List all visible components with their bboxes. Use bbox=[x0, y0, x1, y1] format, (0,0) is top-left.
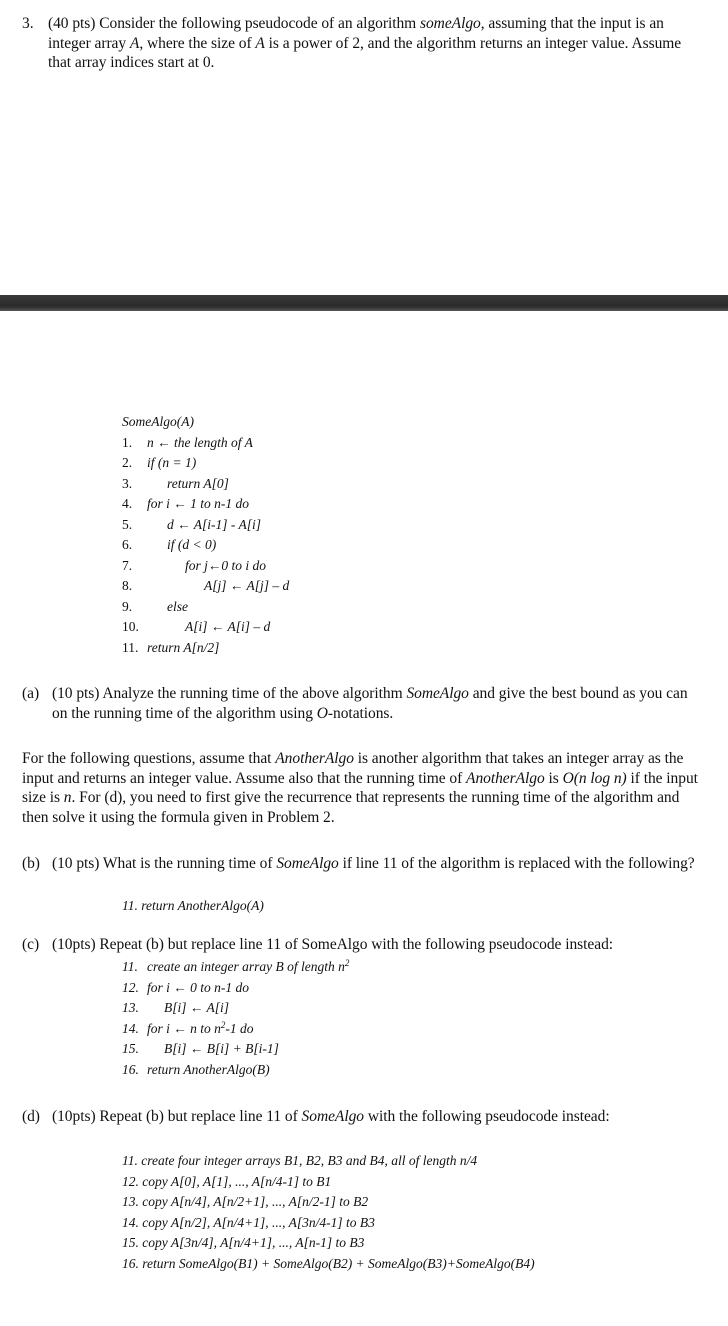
problem-number: 3. bbox=[22, 15, 34, 32]
question-a bbox=[22, 684, 702, 723]
para-algo-name: AnotherAlgo bbox=[275, 750, 354, 767]
question-c-label: (c) bbox=[22, 936, 40, 953]
intro-part: , where the size of bbox=[139, 34, 256, 52]
intro-part: (40 pts) Consider the following pseudocode of an algorithm bbox=[48, 15, 420, 32]
pseudocode-line bbox=[122, 576, 289, 597]
line-number: 10. bbox=[122, 619, 139, 634]
pseudocode-line bbox=[122, 515, 289, 536]
code-line bbox=[122, 1060, 349, 1081]
line-text: return A[n/2] bbox=[147, 639, 220, 655]
someAlgo-pseudocode bbox=[122, 412, 289, 658]
line-number: 2. bbox=[122, 455, 133, 470]
code-line: 11. create four integer arrays B1, B2, B3 and B4, all of length n/4 bbox=[122, 1153, 478, 1168]
question-b bbox=[22, 854, 702, 874]
line-text: for i ← 0 to n-1 do bbox=[147, 979, 250, 995]
line-number: 11. bbox=[122, 959, 138, 974]
code-line: 14. copy A[n/2], A[n/4+1], ..., A[3n/4-1] to B3 bbox=[122, 1214, 375, 1230]
qa-algo-name: SomeAlgo bbox=[406, 685, 469, 702]
question-b-text bbox=[52, 854, 702, 874]
qa-part: and give the best bound as you can on the running time of the algorithm using bbox=[52, 685, 688, 722]
pseudocode-line bbox=[122, 556, 289, 577]
qa-big-o: O bbox=[316, 704, 328, 722]
para-part: is bbox=[544, 769, 563, 787]
code-line: 11. return AnotherAlgo(A) bbox=[122, 898, 264, 913]
line-number: 15. bbox=[122, 1041, 139, 1056]
pseudocode-line bbox=[122, 474, 289, 495]
qd-algo-name: SomeAlgo bbox=[301, 1108, 364, 1125]
qd-part: (10pts) Repeat (b) but replace line 11 of bbox=[52, 1108, 302, 1125]
problem-intro-text bbox=[48, 14, 702, 73]
code-line: 12. copy A[0], A[1], ..., A[n/4-1] to B1 bbox=[122, 1173, 332, 1189]
line-text: A[i] ← A[i] – d bbox=[185, 619, 271, 634]
line-text: create an integer array B of length n bbox=[147, 959, 345, 974]
intro-algo-name: someAlgo bbox=[420, 15, 481, 32]
question-c-text: (10pts) Repeat (b) but replace line 11 of SomeAlgo with the following pseudocode instead: bbox=[52, 936, 614, 953]
para-part: . For (d), you need to first give the recurrence that represents the running time of the algorithm and then solve it using the formula given in Problem 2. bbox=[22, 789, 680, 826]
line-number: 1. bbox=[122, 434, 133, 450]
qa-part: -notations. bbox=[327, 704, 394, 722]
pseudocode-line bbox=[122, 453, 289, 474]
line-text: for i ← 1 to n-1 do bbox=[147, 496, 250, 511]
line-number: 7. bbox=[122, 557, 133, 573]
code-line bbox=[122, 998, 349, 1019]
line-text: B[i] ← B[i] + B[i-1] bbox=[164, 1041, 279, 1056]
line-number: 16. bbox=[122, 1061, 139, 1077]
line-text-tail: -1 do bbox=[225, 1020, 254, 1036]
line-number: 13. bbox=[122, 1000, 139, 1015]
pseudocode-line bbox=[122, 494, 289, 515]
code-line: 13. copy A[n/4], A[n/2+1], ..., A[n/2-1] to B2 bbox=[122, 1194, 369, 1209]
question-d-label: (d) bbox=[22, 1108, 40, 1125]
line-text: B[i] ← A[i] bbox=[164, 1000, 230, 1015]
line-text: return A[0] bbox=[167, 475, 229, 491]
line-text: d ← A[i-1] - A[i] bbox=[167, 516, 262, 532]
another-algo-paragraph bbox=[22, 749, 702, 827]
code-line bbox=[122, 1039, 349, 1060]
line-text: if (n = 1) bbox=[147, 455, 197, 470]
code-line bbox=[122, 978, 349, 999]
line-text: else bbox=[167, 598, 188, 614]
problem-intro bbox=[22, 14, 702, 73]
intro-part: is a power of 2, and the algorithm returns an integer value. Assume that array indices start at 0. bbox=[48, 34, 682, 71]
para-part: is another algorithm that takes an integer array as the input and returns an integer value. Assume also that the running time of bbox=[22, 750, 684, 787]
qd-part: with the following pseudocode instead: bbox=[364, 1108, 610, 1125]
line-number: 12. bbox=[122, 979, 139, 995]
line-number: 14. bbox=[122, 1020, 139, 1036]
pseudocode-header: SomeAlgo(A) bbox=[122, 414, 194, 429]
line-text: A[j] ← A[j] – d bbox=[204, 578, 290, 593]
para-complexity: O(n log n) bbox=[562, 769, 627, 787]
question-a-label: (a) bbox=[22, 685, 40, 702]
line-number: 3. bbox=[122, 475, 133, 491]
question-c-code bbox=[122, 957, 349, 1080]
question-d-text bbox=[52, 1107, 702, 1127]
question-d bbox=[22, 1107, 702, 1127]
question-a-text bbox=[52, 684, 702, 723]
code-line: 15. copy A[3n/4], A[n/4+1], ..., A[n-1] to B3 bbox=[122, 1235, 365, 1250]
line-text: n ← the length of A bbox=[147, 434, 253, 450]
pseudocode-line bbox=[122, 433, 289, 454]
pseudocode-line bbox=[122, 597, 289, 618]
qb-part: (10 pts) What is the running time of bbox=[52, 855, 277, 872]
line-number: 11. bbox=[122, 639, 139, 655]
pseudocode-line bbox=[122, 535, 289, 556]
qb-algo-name: SomeAlgo bbox=[276, 855, 339, 872]
question-b-label: (b) bbox=[22, 855, 40, 872]
intro-var: A bbox=[255, 34, 265, 52]
line-text: for j←0 to i do bbox=[185, 557, 267, 573]
line-text: for i ← n to n bbox=[147, 1020, 221, 1036]
pseudocode-lines bbox=[122, 433, 289, 659]
superscript: 2 bbox=[344, 958, 350, 968]
line-number: 8. bbox=[122, 578, 133, 593]
question-d-code bbox=[122, 1151, 535, 1274]
para-algo-name: AnotherAlgo bbox=[466, 769, 545, 787]
pseudocode-line bbox=[122, 617, 289, 638]
intro-part: , assuming that the input is an integer array bbox=[48, 15, 664, 52]
code-line: 16. return SomeAlgo(B1) + SomeAlgo(B2) + SomeAlgo(B3)+SomeAlgo(B4) bbox=[122, 1255, 535, 1271]
line-number: 5. bbox=[122, 516, 133, 532]
para-part: For the following questions, assume that bbox=[22, 750, 276, 767]
line-text: if (d < 0) bbox=[167, 537, 217, 552]
pseudocode-line bbox=[122, 638, 289, 659]
code-line bbox=[122, 957, 349, 978]
code-line bbox=[122, 1019, 349, 1040]
qb-part: if line 11 of the algorithm is replaced with the following? bbox=[338, 855, 695, 872]
qa-part: (10 pts) Analyze the running time of the above algorithm bbox=[52, 685, 407, 702]
question-c bbox=[22, 935, 702, 955]
para-part: if the input size is bbox=[22, 769, 698, 806]
page-separator-bar bbox=[0, 295, 728, 311]
superscript: 2 bbox=[220, 1019, 226, 1030]
para-var: n bbox=[63, 789, 72, 806]
line-number: 9. bbox=[122, 598, 133, 614]
line-text: return AnotherAlgo(B) bbox=[147, 1061, 270, 1077]
line-number: 4. bbox=[122, 496, 133, 511]
line-number: 6. bbox=[122, 537, 133, 552]
intro-var: A bbox=[129, 34, 140, 52]
question-b-code bbox=[122, 896, 264, 917]
